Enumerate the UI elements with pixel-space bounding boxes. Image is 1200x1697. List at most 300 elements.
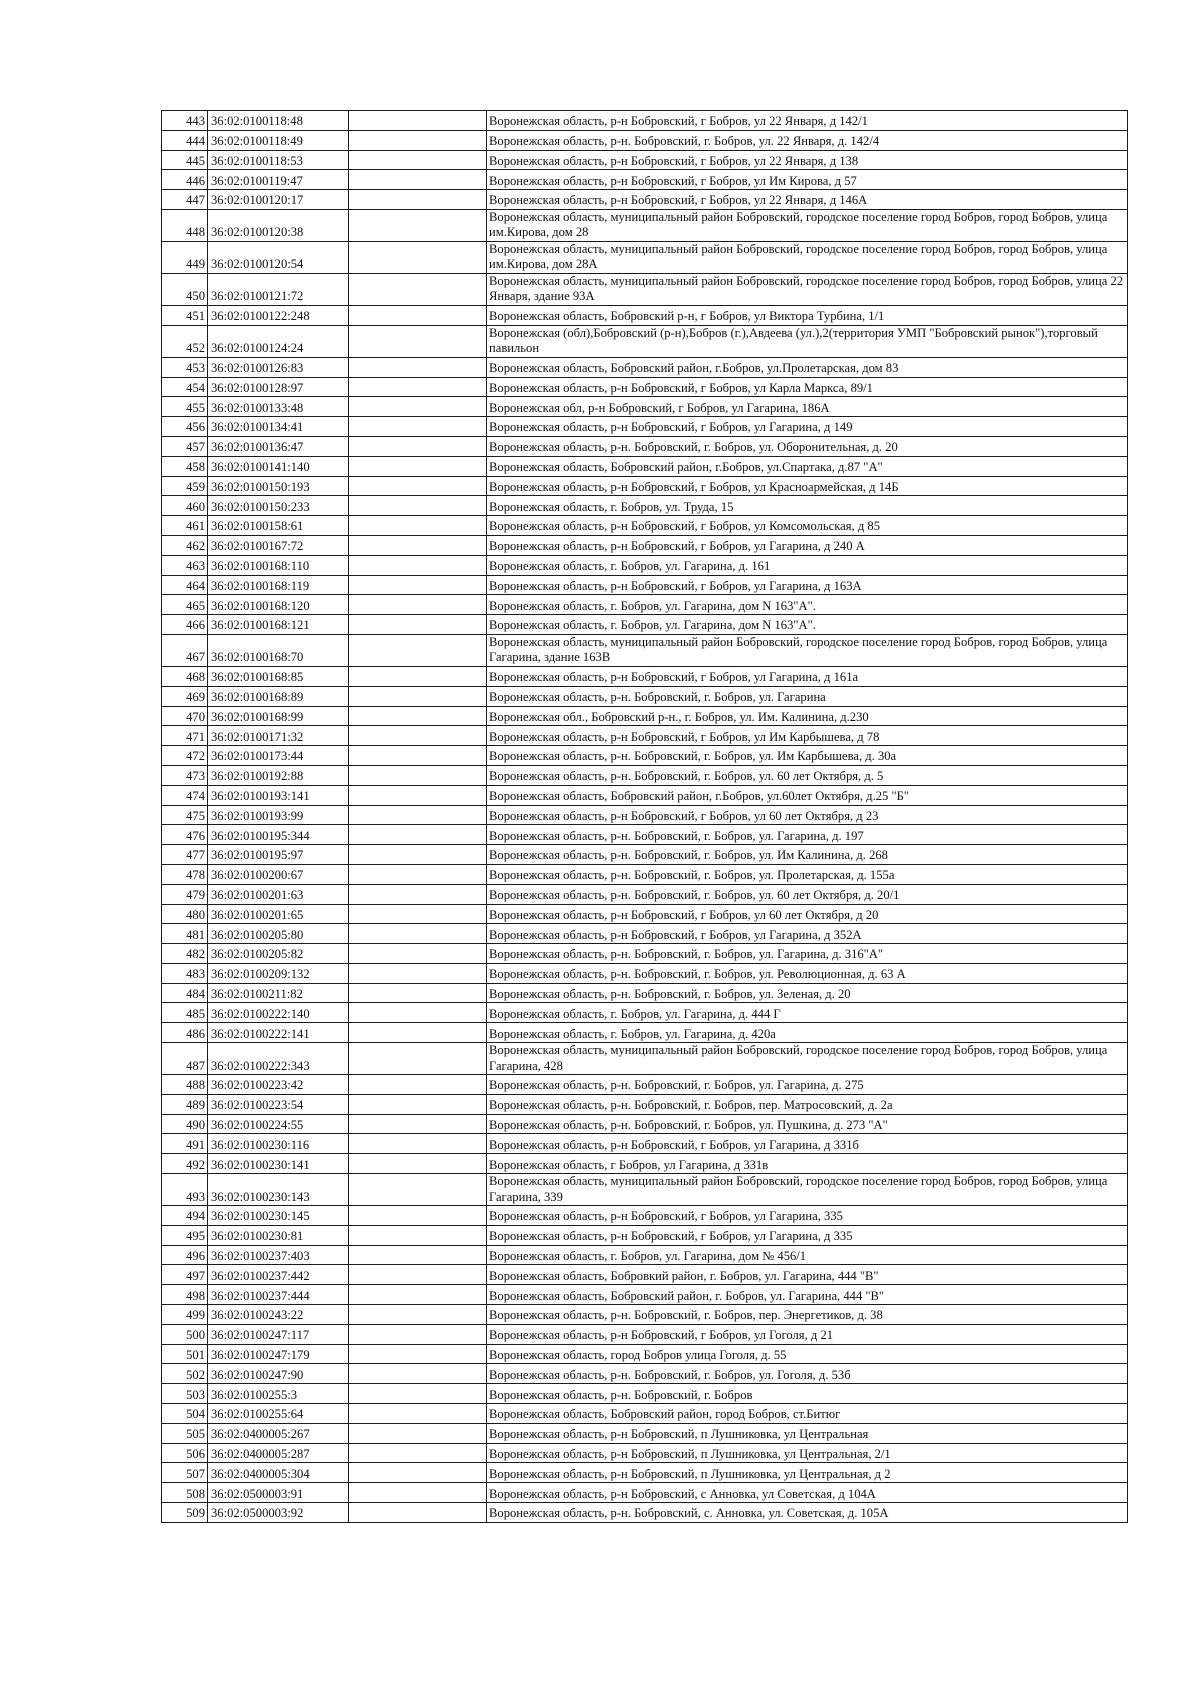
table-row [162, 1003, 1128, 1023]
address-cell: Воронежская область, г. Бобров, ул. Гагарина, д. 420а [487, 1023, 1128, 1043]
address-cell: Воронежская область, р-н. Бобровский, г. Бобров, ул. Зеленая, д. 20 [487, 983, 1128, 1003]
row-number: 486 [162, 1023, 208, 1043]
row-number: 447 [162, 190, 208, 210]
row-number: 476 [162, 825, 208, 845]
empty-cell [349, 963, 487, 983]
address-cell: Воронежская область, р-н Бобровский, п Лушниковка, ул Центральная, д 2 [487, 1463, 1128, 1483]
empty-cell [349, 1503, 487, 1523]
cadastral-number: 36:02:0100237:403 [208, 1245, 349, 1265]
empty-cell [349, 1305, 487, 1325]
row-number: 462 [162, 535, 208, 555]
row-number: 460 [162, 496, 208, 516]
cadastral-number: 36:02:0400005:267 [208, 1423, 349, 1443]
row-number: 494 [162, 1206, 208, 1226]
table-row [162, 241, 1128, 273]
cadastral-number: 36:02:0100200:67 [208, 864, 349, 884]
address-cell: Воронежская область, р-н. Бобровский, г. Бобров, ул. Им Калинина, д. 268 [487, 845, 1128, 865]
table-row [162, 825, 1128, 845]
address-cell: Воронежская область, г. Бобров, ул. Гагарина, д. 444 Г [487, 1003, 1128, 1023]
table-row [162, 555, 1128, 575]
address-cell: Воронежская область, г. Бобров, ул. Гагарина, дом N 163"А". [487, 595, 1128, 615]
address-cell: Воронежская область, р-н Бобровский, с Анновка, ул Советская, д 104А [487, 1483, 1128, 1503]
empty-cell [349, 436, 487, 456]
address-cell: Воронежская область, р-н Бобровский, г Бобров, ул Гагарина, д 161а [487, 666, 1128, 686]
table-row [162, 417, 1128, 437]
cadastral-number: 36:02:0100168:85 [208, 666, 349, 686]
cadastral-number: 36:02:0100222:343 [208, 1043, 349, 1075]
cadastral-number: 36:02:0100255:64 [208, 1404, 349, 1424]
row-number: 487 [162, 1043, 208, 1075]
address-cell: Воронежская область, муниципальный район Бобровский, городское поселение город Бобров, город Бобров, улица им.Кирова, дом 28 [487, 209, 1128, 241]
row-number: 502 [162, 1364, 208, 1384]
cadastral-number: 36:02:0100222:141 [208, 1023, 349, 1043]
row-number: 478 [162, 864, 208, 884]
empty-cell [349, 805, 487, 825]
address-cell: Воронежская область, р-н Бобровский, г Бобров, ул Гагарина, д 163А [487, 575, 1128, 595]
cadastral-number: 36:02:0100168:120 [208, 595, 349, 615]
empty-cell [349, 765, 487, 785]
row-number: 443 [162, 111, 208, 131]
row-number: 450 [162, 273, 208, 305]
empty-cell [349, 983, 487, 1003]
row-number: 490 [162, 1114, 208, 1134]
row-number: 464 [162, 575, 208, 595]
table-row [162, 1285, 1128, 1305]
row-number: 467 [162, 634, 208, 666]
cadastral-number: 36:02:0100168:119 [208, 575, 349, 595]
address-cell: Воронежская область, р-н Бобровский, г Бобров, ул Гагарина, д 149 [487, 417, 1128, 437]
empty-cell [349, 1043, 487, 1075]
empty-cell [349, 1443, 487, 1463]
empty-cell [349, 944, 487, 964]
empty-cell [349, 1206, 487, 1226]
row-number: 489 [162, 1094, 208, 1114]
cadastral-number: 36:02:0100230:141 [208, 1154, 349, 1174]
cadastral-number: 36:02:0100167:72 [208, 535, 349, 555]
row-number: 507 [162, 1463, 208, 1483]
cadastral-number: 36:02:0100237:444 [208, 1285, 349, 1305]
cadastral-number: 36:02:0100195:344 [208, 825, 349, 845]
row-number: 469 [162, 686, 208, 706]
empty-cell [349, 904, 487, 924]
cadastral-number: 36:02:0100230:116 [208, 1134, 349, 1154]
row-number: 475 [162, 805, 208, 825]
table-row [162, 1174, 1128, 1206]
empty-cell [349, 273, 487, 305]
cadastral-number: 36:02:0100122:248 [208, 305, 349, 325]
table-row [162, 666, 1128, 686]
row-number: 480 [162, 904, 208, 924]
row-number: 491 [162, 1134, 208, 1154]
address-cell: Воронежская область, Бобровский район, г.Бобров, ул.60лет Октября, д.25 "Б" [487, 785, 1128, 805]
table-row [162, 944, 1128, 964]
address-cell: Воронежская область, Бобровский р-н, г Бобров, ул Виктора Турбина, 1/1 [487, 305, 1128, 325]
row-number: 454 [162, 377, 208, 397]
empty-cell [349, 417, 487, 437]
address-cell: Воронежская область, р-н Бобровский, г Бобров, ул Гагарина, д 335 [487, 1225, 1128, 1245]
empty-cell [349, 111, 487, 131]
table-row [162, 1324, 1128, 1344]
empty-cell [349, 706, 487, 726]
cadastral-number: 36:02:0100141:140 [208, 456, 349, 476]
table-row [162, 924, 1128, 944]
empty-cell [349, 686, 487, 706]
empty-cell [349, 1463, 487, 1483]
row-number: 484 [162, 983, 208, 1003]
row-number: 499 [162, 1305, 208, 1325]
property-register-table [161, 110, 1128, 1523]
empty-cell [349, 516, 487, 536]
address-cell: Воронежская область, р-н. Бобровский, г. Бобров, ул. Гагарина, д. 316"А" [487, 944, 1128, 964]
cadastral-number: 36:02:0100223:54 [208, 1094, 349, 1114]
register-table-body [162, 111, 1128, 1523]
empty-cell [349, 305, 487, 325]
cadastral-number: 36:02:0100209:132 [208, 963, 349, 983]
table-row [162, 845, 1128, 865]
table-row [162, 1404, 1128, 1424]
address-cell: Воронежская область, р-н. Бобровский, г. Бобров, ул. Гагарина [487, 686, 1128, 706]
row-number: 456 [162, 417, 208, 437]
cadastral-number: 36:02:0500003:92 [208, 1503, 349, 1523]
address-cell: Воронежская область, р-н Бобровский, г Бобров, ул 22 Января, д 146А [487, 190, 1128, 210]
row-number: 503 [162, 1384, 208, 1404]
table-row [162, 325, 1128, 357]
row-number: 504 [162, 1404, 208, 1424]
table-row [162, 1075, 1128, 1095]
table-row [162, 884, 1128, 904]
row-number: 451 [162, 305, 208, 325]
table-row [162, 1023, 1128, 1043]
cadastral-number: 36:02:0100150:233 [208, 496, 349, 516]
row-number: 500 [162, 1324, 208, 1344]
table-row [162, 864, 1128, 884]
empty-cell [349, 924, 487, 944]
table-row [162, 1483, 1128, 1503]
empty-cell [349, 325, 487, 357]
address-cell: Воронежская область, р-н. Бобровский, г. Бобров [487, 1384, 1128, 1404]
empty-cell [349, 1265, 487, 1285]
cadastral-number: 36:02:0100237:442 [208, 1265, 349, 1285]
address-cell: Воронежская область, р-н Бобровский, г Бобров, ул Гагарина, д 240 А [487, 535, 1128, 555]
table-row [162, 397, 1128, 417]
row-number: 508 [162, 1483, 208, 1503]
address-cell: Воронежская область, р-н. Бобровский, г. Бобров, ул. Гагарина, д. 275 [487, 1075, 1128, 1095]
table-row [162, 1364, 1128, 1384]
empty-cell [349, 746, 487, 766]
empty-cell [349, 1003, 487, 1023]
row-number: 495 [162, 1225, 208, 1245]
empty-cell [349, 496, 487, 516]
cadastral-number: 36:02:0100168:70 [208, 634, 349, 666]
address-cell: Воронежская область, р-н Бобровский, г Бобров, ул 60 лет Октября, д 20 [487, 904, 1128, 924]
empty-cell [349, 726, 487, 746]
empty-cell [349, 634, 487, 666]
row-number: 479 [162, 884, 208, 904]
cadastral-number: 36:02:0100205:82 [208, 944, 349, 964]
empty-cell [349, 1404, 487, 1424]
address-cell: Воронежская область, р-н. Бобровский, г. Бобров, ул. Им Карбышева, д. 30а [487, 746, 1128, 766]
empty-cell [349, 785, 487, 805]
table-row [162, 456, 1128, 476]
address-cell: Воронежская область, Бобровский район, г. Бобров, ул. Гагарина, 444 "В" [487, 1285, 1128, 1305]
cadastral-number: 36:02:0100201:65 [208, 904, 349, 924]
empty-cell [349, 1134, 487, 1154]
address-cell: Воронежская область, р-н Бобровский, г Бобров, ул Им Карбышева, д 78 [487, 726, 1128, 746]
cadastral-number: 36:02:0100121:72 [208, 273, 349, 305]
table-row [162, 1134, 1128, 1154]
table-row [162, 1344, 1128, 1364]
table-row [162, 1384, 1128, 1404]
row-number: 444 [162, 130, 208, 150]
empty-cell [349, 666, 487, 686]
row-number: 470 [162, 706, 208, 726]
table-row [162, 273, 1128, 305]
cadastral-number: 36:02:0100193:141 [208, 785, 349, 805]
empty-cell [349, 170, 487, 190]
table-row [162, 785, 1128, 805]
cadastral-number: 36:02:0100126:83 [208, 357, 349, 377]
table-row [162, 130, 1128, 150]
row-number: 483 [162, 963, 208, 983]
table-row [162, 746, 1128, 766]
cadastral-number: 36:02:0100230:81 [208, 1225, 349, 1245]
empty-cell [349, 1023, 487, 1043]
cadastral-number: 36:02:0100230:143 [208, 1174, 349, 1206]
row-number: 466 [162, 615, 208, 635]
table-row [162, 1114, 1128, 1134]
table-row [162, 1503, 1128, 1523]
cadastral-number: 36:02:0100255:3 [208, 1384, 349, 1404]
empty-cell [349, 1225, 487, 1245]
cadastral-number: 36:02:0100171:32 [208, 726, 349, 746]
table-row [162, 1443, 1128, 1463]
row-number: 497 [162, 1265, 208, 1285]
cadastral-number: 36:02:0100128:97 [208, 377, 349, 397]
table-row [162, 1245, 1128, 1265]
row-number: 472 [162, 746, 208, 766]
table-row [162, 595, 1128, 615]
table-row [162, 476, 1128, 496]
address-cell: Воронежская область, муниципальный район Бобровский, городское поселение город Бобров, город Бобров, улица Гагарина, 428 [487, 1043, 1128, 1075]
address-cell: Воронежская область, г Бобров, ул Гагарина, д 331в [487, 1154, 1128, 1174]
address-cell: Воронежская область, р-н Бобровский, г Бобров, ул 22 Января, д 138 [487, 150, 1128, 170]
cadastral-number: 36:02:0100224:55 [208, 1114, 349, 1134]
cadastral-number: 36:02:0100158:61 [208, 516, 349, 536]
empty-cell [349, 150, 487, 170]
address-cell: Воронежская область, р-н. Бобровский, г. Бобров, ул. Оборонительная, д. 20 [487, 436, 1128, 456]
cadastral-number: 36:02:0100134:41 [208, 417, 349, 437]
table-row [162, 1265, 1128, 1285]
cadastral-number: 36:02:0100168:89 [208, 686, 349, 706]
empty-cell [349, 1075, 487, 1095]
table-row [162, 1154, 1128, 1174]
table-row [162, 686, 1128, 706]
row-number: 493 [162, 1174, 208, 1206]
table-row [162, 209, 1128, 241]
cadastral-number: 36:02:0500003:91 [208, 1483, 349, 1503]
empty-cell [349, 825, 487, 845]
empty-cell [349, 1324, 487, 1344]
table-row [162, 170, 1128, 190]
address-cell: Воронежская область, р-н Бобровский, г Бобров, ул Гагарина, д 352А [487, 924, 1128, 944]
row-number: 492 [162, 1154, 208, 1174]
address-cell: Воронежская область, муниципальный район Бобровский, городское поселение город Бобров, город Бобров, улица Гагарина, здание 163В [487, 634, 1128, 666]
address-cell: Воронежская область, г. Бобров, ул. Гагарина, дом № 456/1 [487, 1245, 1128, 1265]
row-number: 445 [162, 150, 208, 170]
table-row [162, 1225, 1128, 1245]
address-cell: Воронежская область, р-н Бобровский, г Бобров, ул Комсомольская, д 85 [487, 516, 1128, 536]
row-number: 465 [162, 595, 208, 615]
empty-cell [349, 241, 487, 273]
empty-cell [349, 884, 487, 904]
address-cell: Воронежская область, р-н Бобровский, г Бобров, ул Красноармейская, д 14Б [487, 476, 1128, 496]
empty-cell [349, 1344, 487, 1364]
table-row [162, 357, 1128, 377]
empty-cell [349, 357, 487, 377]
table-row [162, 634, 1128, 666]
row-number: 488 [162, 1075, 208, 1095]
table-row [162, 305, 1128, 325]
cadastral-number: 36:02:0100120:38 [208, 209, 349, 241]
address-cell: Воронежская область, р-н. Бобровский, г. Бобров, ул. Революционная, д. 63 А [487, 963, 1128, 983]
empty-cell [349, 845, 487, 865]
empty-cell [349, 595, 487, 615]
address-cell: Воронежская область, р-н Бобровский, г Бобров, ул Им Кирова, д 57 [487, 170, 1128, 190]
address-cell: Воронежская область, муниципальный район Бобровский, городское поселение город Бобров, город Бобров, улица Гагарина, 339 [487, 1174, 1128, 1206]
row-number: 481 [162, 924, 208, 944]
address-cell: Воронежская область, р-н. Бобровский, г. Бобров, ул. Пролетарская, д. 155а [487, 864, 1128, 884]
table-row [162, 516, 1128, 536]
empty-cell [349, 377, 487, 397]
table-row [162, 535, 1128, 555]
empty-cell [349, 555, 487, 575]
cadastral-number: 36:02:0100211:82 [208, 983, 349, 1003]
table-row [162, 436, 1128, 456]
empty-cell [349, 190, 487, 210]
cadastral-number: 36:02:0100168:121 [208, 615, 349, 635]
empty-cell [349, 575, 487, 595]
address-cell: Воронежская область, р-н. Бобровский, г. Бобров, ул. 60 лет Октября, д. 20/1 [487, 884, 1128, 904]
table-row [162, 377, 1128, 397]
cadastral-number: 36:02:0100124:24 [208, 325, 349, 357]
table-row [162, 1206, 1128, 1226]
row-number: 482 [162, 944, 208, 964]
address-cell: Воронежская область, р-н Бобровский, г Бобров, ул Гагарина, 335 [487, 1206, 1128, 1226]
cadastral-number: 36:02:0100150:193 [208, 476, 349, 496]
table-row [162, 575, 1128, 595]
empty-cell [349, 1423, 487, 1443]
address-cell: Воронежская область, р-н. Бобровский, г. Бобров, ул. 60 лет Октября, д. 5 [487, 765, 1128, 785]
row-number: 501 [162, 1344, 208, 1364]
cadastral-number: 36:02:0100247:90 [208, 1364, 349, 1384]
cadastral-number: 36:02:0100230:145 [208, 1206, 349, 1226]
cadastral-number: 36:02:0100205:80 [208, 924, 349, 944]
address-cell: Воронежская область, Бобровский район, город Бобров, ст.Битюг [487, 1404, 1128, 1424]
empty-cell [349, 1483, 487, 1503]
table-row [162, 904, 1128, 924]
row-number: 452 [162, 325, 208, 357]
cadastral-number: 36:02:0100173:44 [208, 746, 349, 766]
row-number: 496 [162, 1245, 208, 1265]
row-number: 446 [162, 170, 208, 190]
cadastral-number: 36:02:0100118:49 [208, 130, 349, 150]
address-cell: Воронежская область, р-н. Бобровский, г. Бобров, ул. 22 Января, д. 142/4 [487, 130, 1128, 150]
table-row [162, 496, 1128, 516]
address-cell: Воронежская область, город Бобров улица Гоголя, д. 55 [487, 1344, 1128, 1364]
row-number: 474 [162, 785, 208, 805]
table-row [162, 805, 1128, 825]
table-row [162, 1094, 1128, 1114]
row-number: 505 [162, 1423, 208, 1443]
table-row [162, 726, 1128, 746]
empty-cell [349, 1094, 487, 1114]
address-cell: Воронежская область, г. Бобров, ул. Гагарина, д. 161 [487, 555, 1128, 575]
row-number: 448 [162, 209, 208, 241]
row-number: 498 [162, 1285, 208, 1305]
row-number: 449 [162, 241, 208, 273]
row-number: 459 [162, 476, 208, 496]
cadastral-number: 36:02:0100118:48 [208, 111, 349, 131]
address-cell: Воронежская область, р-н. Бобровский, г. Бобров, пер. Матросовский, д. 2а [487, 1094, 1128, 1114]
cadastral-number: 36:02:0100136:47 [208, 436, 349, 456]
cadastral-number: 36:02:0100133:48 [208, 397, 349, 417]
address-cell: Воронежская область, г. Бобров, ул. Труда, 15 [487, 496, 1128, 516]
address-cell: Воронежская область, г. Бобров, ул. Гагарина, дом N 163"А". [487, 615, 1128, 635]
cadastral-number: 36:02:0100168:99 [208, 706, 349, 726]
address-cell: Воронежская область, р-н Бобровский, г Бобров, ул Карла Маркса, 89/1 [487, 377, 1128, 397]
cadastral-number: 36:02:0100243:22 [208, 1305, 349, 1325]
cadastral-number: 36:02:0100192:88 [208, 765, 349, 785]
empty-cell [349, 535, 487, 555]
address-cell: Воронежская область, р-н Бобровский, г Бобров, ул 60 лет Октября, д 23 [487, 805, 1128, 825]
cadastral-number: 36:02:0100223:42 [208, 1075, 349, 1095]
cadastral-number: 36:02:0100195:97 [208, 845, 349, 865]
row-number: 473 [162, 765, 208, 785]
row-number: 455 [162, 397, 208, 417]
address-cell: Воронежская область, р-н Бобровский, п Лушниковка, ул Центральная, 2/1 [487, 1443, 1128, 1463]
address-cell: Воронежская область, р-н Бобровский, п Лушниковка, ул Центральная [487, 1423, 1128, 1443]
table-row [162, 150, 1128, 170]
address-cell: Воронежская область, р-н Бобровский, г Бобров, ул Гоголя, д 21 [487, 1324, 1128, 1344]
cadastral-number: 36:02:0100193:99 [208, 805, 349, 825]
table-row [162, 765, 1128, 785]
row-number: 458 [162, 456, 208, 476]
empty-cell [349, 209, 487, 241]
empty-cell [349, 1364, 487, 1384]
row-number: 477 [162, 845, 208, 865]
row-number: 509 [162, 1503, 208, 1523]
address-cell: Воронежская область, р-н. Бобровский, г. Бобров, ул. Гагарина, д. 197 [487, 825, 1128, 845]
empty-cell [349, 1245, 487, 1265]
table-row [162, 1423, 1128, 1443]
row-number: 468 [162, 666, 208, 686]
empty-cell [349, 1174, 487, 1206]
cadastral-number: 36:02:0100247:179 [208, 1344, 349, 1364]
row-number: 463 [162, 555, 208, 575]
cadastral-number: 36:02:0100168:110 [208, 555, 349, 575]
empty-cell [349, 130, 487, 150]
table-row [162, 1043, 1128, 1075]
row-number: 471 [162, 726, 208, 746]
address-cell: Воронежская область, р-н. Бобровский, г. Бобров, ул. Пушкина, д. 273 "А" [487, 1114, 1128, 1134]
address-cell: Воронежская область, р-н Бобровский, г Бобров, ул Гагарина, д 331б [487, 1134, 1128, 1154]
address-cell: Воронежская (обл),Бобровский (р-н),Бобров (г.),Авдеева (ул.),2(территория УМП "Бобровский рынок"),торговый павильон [487, 325, 1128, 357]
row-number: 453 [162, 357, 208, 377]
cadastral-number: 36:02:0400005:287 [208, 1443, 349, 1463]
table-row [162, 615, 1128, 635]
table-row [162, 983, 1128, 1003]
table-row [162, 1463, 1128, 1483]
